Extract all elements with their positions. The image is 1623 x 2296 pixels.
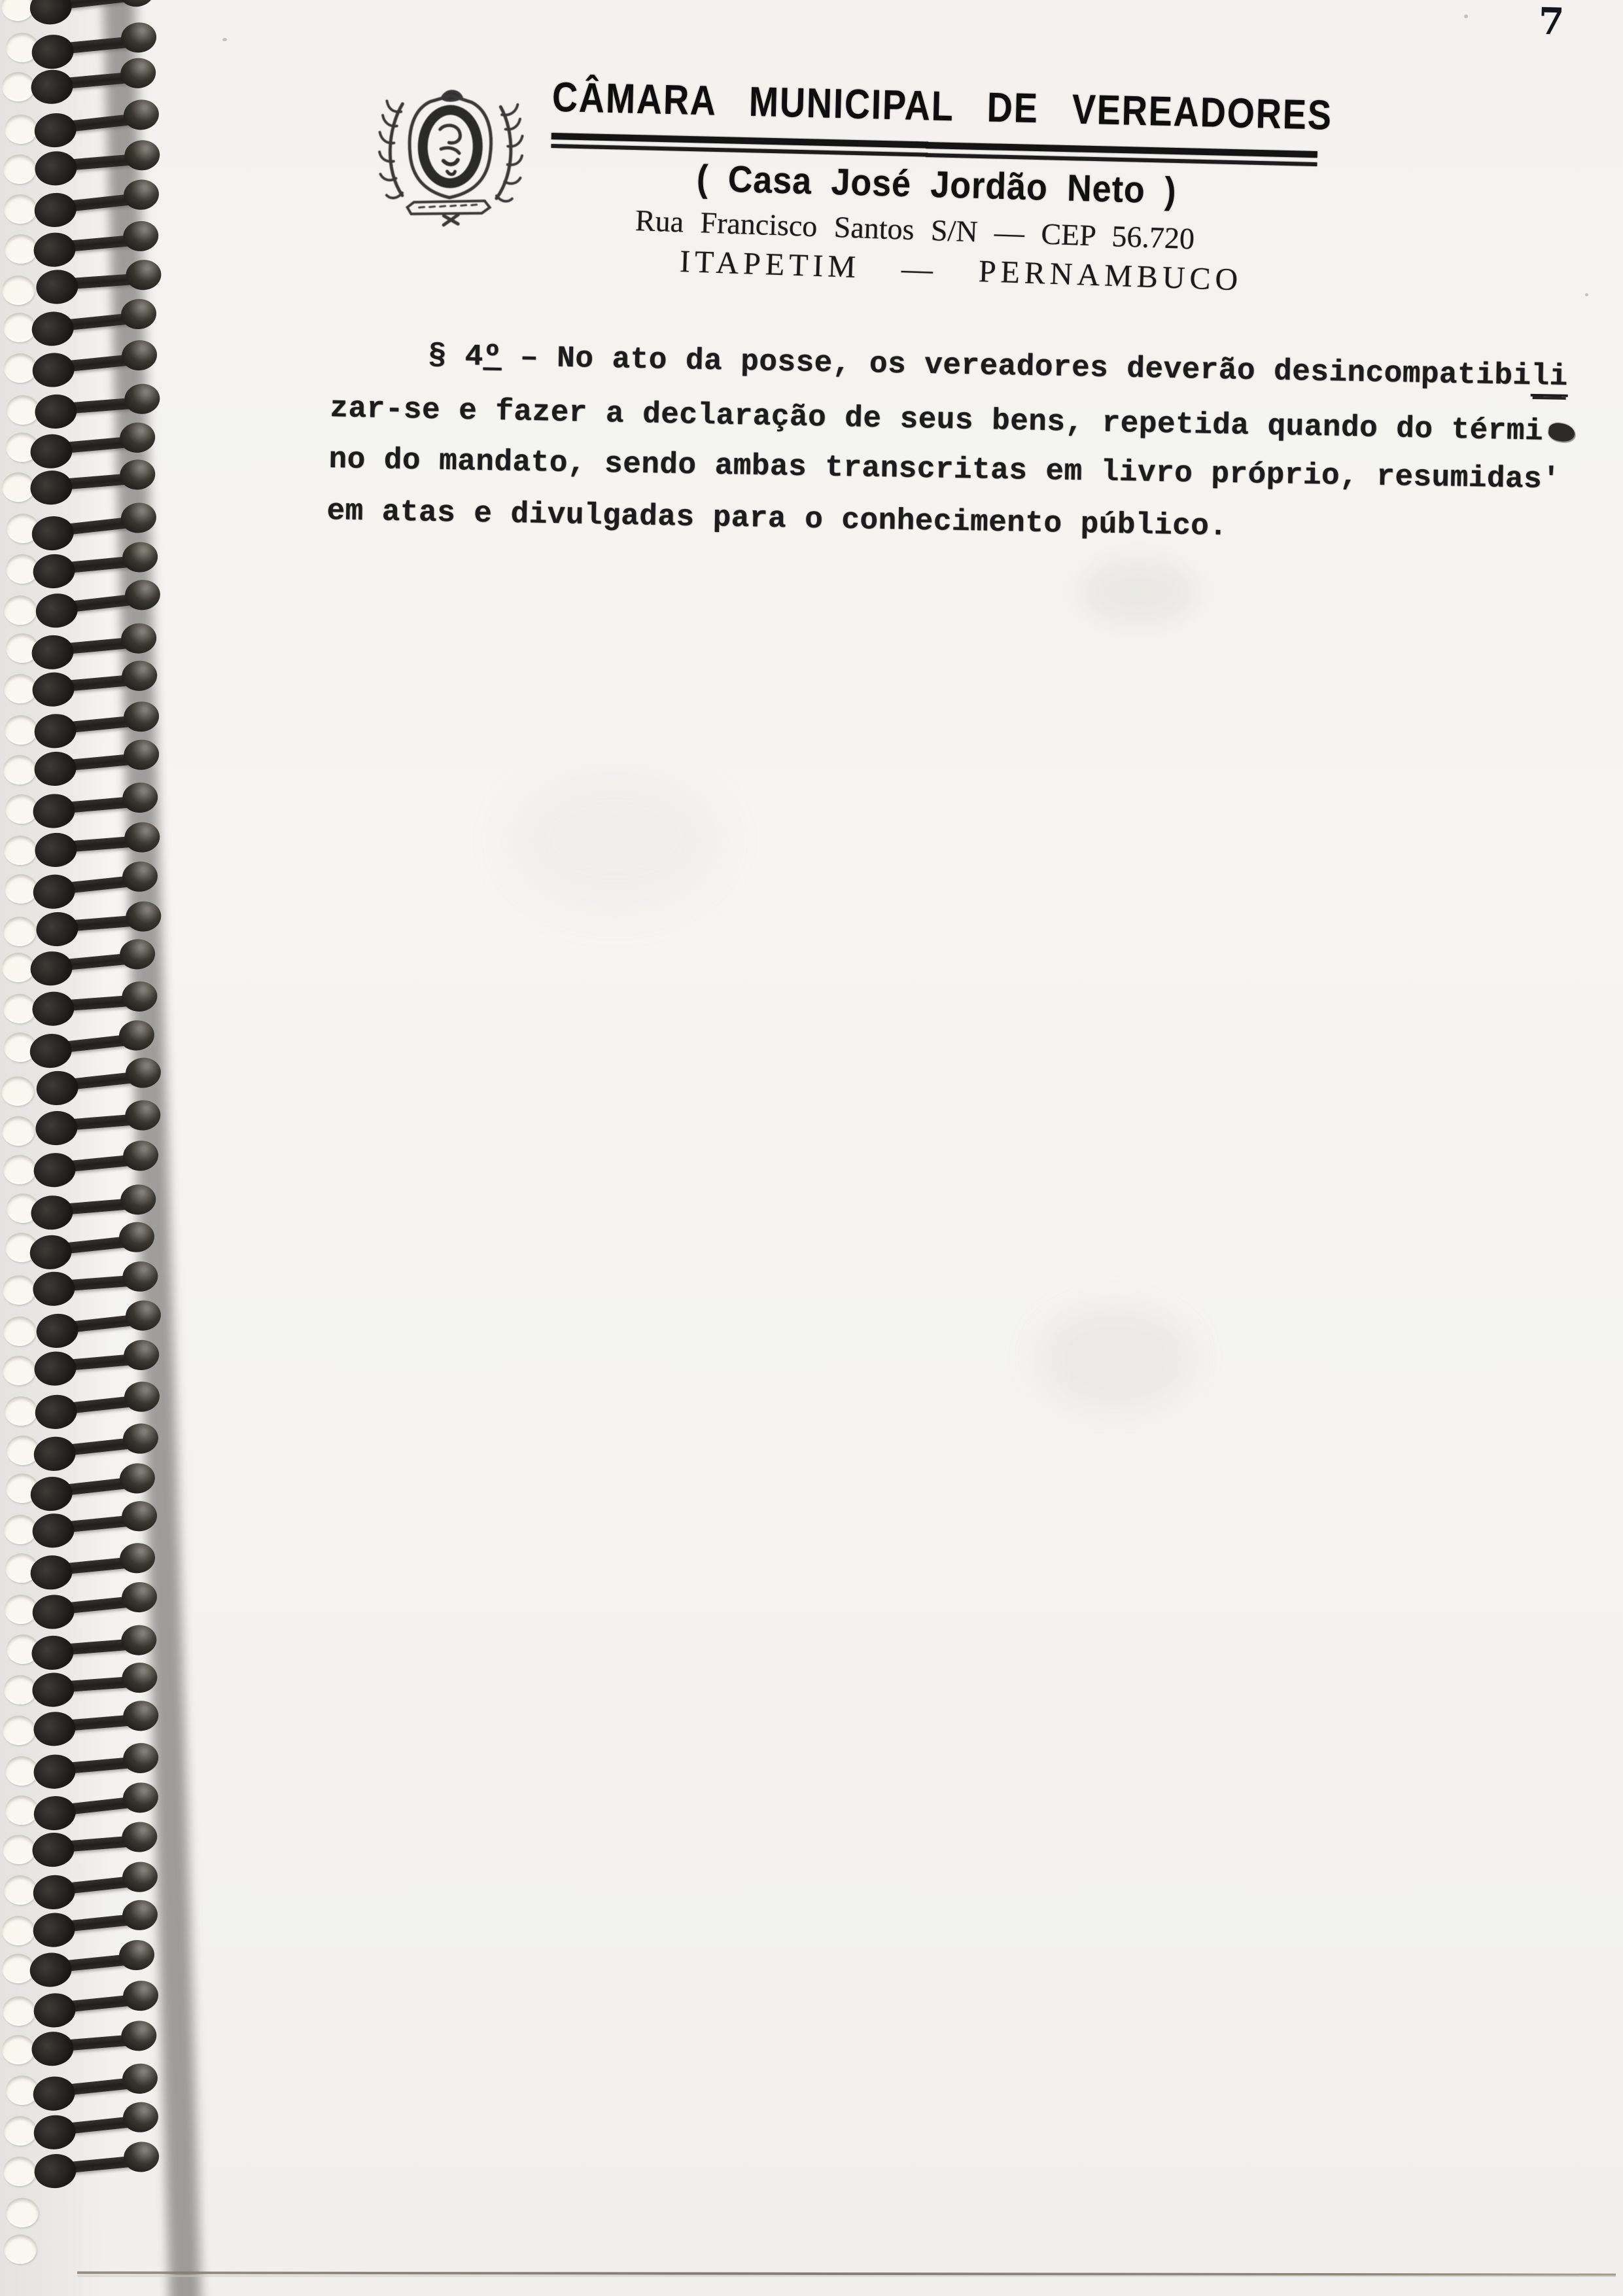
paragraph-line-2 (330, 391, 1575, 450)
coil-end-left (32, 1710, 77, 1748)
coil-end-left (34, 393, 79, 430)
coil-end-left (32, 1151, 77, 1189)
scan-speck (1585, 293, 1588, 296)
coil-end-right (120, 1500, 158, 1533)
coil-end-left (31, 1671, 75, 1708)
coil-end-right (121, 1898, 159, 1932)
letterhead-city-state: ITAPETIM — PERNAMBUCO (679, 243, 1244, 298)
coil-end-left (29, 468, 73, 506)
coil-end-right (125, 258, 162, 291)
coil-end-left (32, 1270, 77, 1307)
coil-end-left (33, 750, 78, 788)
coil-end-left (29, 1194, 74, 1231)
coil-end-left (33, 190, 78, 229)
coil-end-right (118, 1019, 156, 1053)
coil-end-right (120, 1820, 158, 1853)
punch-hole (3, 154, 36, 184)
coil-end-left (30, 310, 75, 348)
coil-end-left (29, 68, 74, 106)
paragraph-text: em atas e divulgadas para o conhecimento público. (326, 494, 1228, 544)
hyphenation-underlined-syllable: li (1531, 359, 1568, 397)
coil-end-left (33, 2152, 78, 2190)
coil-end-right (122, 220, 160, 253)
coil-end-right (124, 1299, 162, 1333)
coil-end-left (30, 2030, 75, 2068)
coil-end-left (29, 1474, 74, 1513)
coil-end-right (119, 56, 157, 90)
coil-end-right (124, 382, 161, 415)
coil-end-left (31, 1911, 77, 1949)
coil-end-right (121, 1422, 160, 1456)
coil-end-right (118, 1461, 157, 1495)
punch-hole (3, 2157, 36, 2186)
coil-end-right (120, 1623, 158, 1656)
coil-end-right (122, 1742, 160, 1775)
coil-end-left (32, 2113, 77, 2151)
coil-end-left (35, 911, 79, 948)
coil-end-right (117, 0, 156, 9)
punch-hole (3, 1275, 35, 1305)
coil-end-right (121, 1781, 160, 1815)
coil-end-left (33, 111, 78, 150)
punch-hole (2, 1916, 35, 1945)
coil-end-right (123, 1379, 162, 1413)
punch-hole (2, 2035, 35, 2064)
coil-end-right (120, 980, 158, 1013)
scan-speck (1464, 14, 1468, 18)
coil-end-right (120, 501, 158, 535)
coil-end-left (29, 433, 73, 470)
letterhead-title: CÂMARA MUNICIPAL DE VEREADORES (551, 74, 1333, 139)
punch-hole (3, 994, 36, 1023)
coil-end-left (31, 872, 77, 910)
coil-end-left (31, 792, 76, 830)
letterhead-address: Rua Francisco Santos S/N — CEP 56.720 (635, 203, 1195, 256)
coil-end-right (123, 578, 162, 612)
paragraph-line-4 (326, 494, 1228, 544)
coil-end-right (124, 1056, 162, 1090)
scan-smudge (1079, 559, 1197, 625)
coil-end-right (120, 1860, 159, 1894)
ink-blot (1547, 421, 1575, 442)
coil-end-right (122, 1139, 160, 1173)
coil-end-left (30, 514, 75, 552)
punch-hole (4, 194, 37, 224)
coil-end-left (35, 1110, 79, 1147)
title-underline-right (926, 142, 1317, 166)
coil-end-right (118, 458, 156, 491)
coil-end-left (33, 231, 77, 268)
punch-hole (6, 2198, 39, 2227)
municipal-seal-icon (370, 82, 530, 229)
coil-end-left (31, 1873, 77, 1911)
coil-end-right (122, 1339, 160, 1372)
coil-end-left (29, 949, 74, 987)
coil-end-right (120, 1661, 158, 1694)
punch-hole (1, 1076, 34, 1106)
punch-hole (5, 715, 37, 745)
coil-end-right (122, 1699, 160, 1732)
coil-end-right (118, 1542, 156, 1575)
ordinal-indicator: º (483, 340, 502, 375)
page-bottom-edge-highlight (77, 2275, 1616, 2277)
coil-end-right (120, 20, 158, 54)
punch-hole (3, 917, 36, 946)
coil-end-left (31, 1634, 75, 1671)
coil-end-right (121, 540, 159, 574)
punch-hole (3, 1996, 35, 2026)
coil-end-right (122, 2100, 160, 2134)
coil-end-right (119, 1183, 157, 1216)
punch-hole (3, 1356, 35, 1385)
coil-end-left (33, 1753, 77, 1790)
page-number: 7 (1538, 0, 1565, 44)
punch-hole (5, 115, 37, 144)
coil-end-left (32, 1992, 77, 2030)
paragraph-text: – No ato da posse, os vereadores deverão desincompatibi (501, 340, 1532, 393)
coil-end-right (120, 298, 158, 331)
coil-end-right (124, 1099, 162, 1131)
coil-end-left (28, 0, 73, 27)
scan-smudge (1040, 1309, 1191, 1407)
coil-end-right (118, 938, 156, 971)
coil-end-right (121, 2062, 160, 2095)
scan-speck (222, 38, 227, 41)
paragraph-line-1 (428, 339, 1568, 394)
coil-end-right (122, 1979, 160, 2013)
letterhead-house-name: ( Casa José Jordão Neto ) (696, 158, 1178, 213)
coil-end-right (124, 821, 161, 853)
coil-end-right (121, 781, 159, 814)
punch-hole (4, 2234, 37, 2264)
punch-hole (4, 595, 37, 625)
coil-end-right (122, 1260, 159, 1293)
coil-end-right (121, 860, 160, 893)
coil-end-left (28, 1951, 73, 1988)
punch-hole (5, 1396, 37, 1426)
coil-end-right (122, 177, 160, 211)
coil-end-right (118, 421, 156, 454)
scan-smudge (510, 772, 720, 910)
paragraph-text: § 4 (428, 339, 484, 374)
coil-end-right (122, 739, 160, 772)
coil-end-left (33, 150, 78, 187)
coil-end-right (123, 139, 161, 171)
coil-end-left (31, 2074, 77, 2112)
coil-end-left (31, 552, 77, 590)
punch-hole (3, 1716, 35, 1745)
coil-end-right (122, 98, 161, 132)
coil-end-right (124, 900, 162, 933)
coil-end-left (32, 1435, 77, 1474)
coil-end-right (120, 1580, 158, 1614)
coil-end-right (120, 622, 158, 655)
coil-end-left (34, 831, 79, 868)
coil-end-left (35, 1069, 80, 1108)
paragraph-text: no do mandato, sendo ambas transcritas em livro próprio, resumidas' (328, 442, 1561, 497)
coil-end-left (33, 712, 78, 750)
coil-end-left (31, 351, 76, 389)
paragraph-text: zar-se e fazer a declaração de seus bens, repetida quando do térmi (330, 391, 1544, 449)
coil-end-left (31, 990, 75, 1027)
coil-end-right (120, 2019, 158, 2052)
coil-end-left (28, 1233, 73, 1272)
coil-end-left (31, 671, 76, 709)
title-underline-left (551, 133, 928, 157)
coil-end-left (33, 1392, 79, 1431)
coil-end-right (122, 700, 160, 733)
coil-end-right (118, 1938, 156, 1971)
coil-end-left (31, 1512, 76, 1550)
coil-end-left (31, 1593, 76, 1631)
coil-end-right (120, 659, 158, 692)
punch-hole (3, 755, 36, 785)
coil-end-left (31, 1831, 75, 1868)
coil-end-left (28, 1032, 73, 1070)
coil-end-left (33, 1350, 77, 1387)
coil-end-right (118, 1220, 156, 1254)
coil-end-right (120, 339, 158, 372)
coil-end-left (35, 1312, 80, 1351)
coil-end-left (30, 633, 75, 671)
coil-end-left (29, 1553, 74, 1591)
paragraph-line-3 (328, 442, 1561, 497)
coil-end-left (35, 268, 79, 305)
coil-end-right (122, 2140, 160, 2174)
coil-end-left (34, 591, 79, 629)
